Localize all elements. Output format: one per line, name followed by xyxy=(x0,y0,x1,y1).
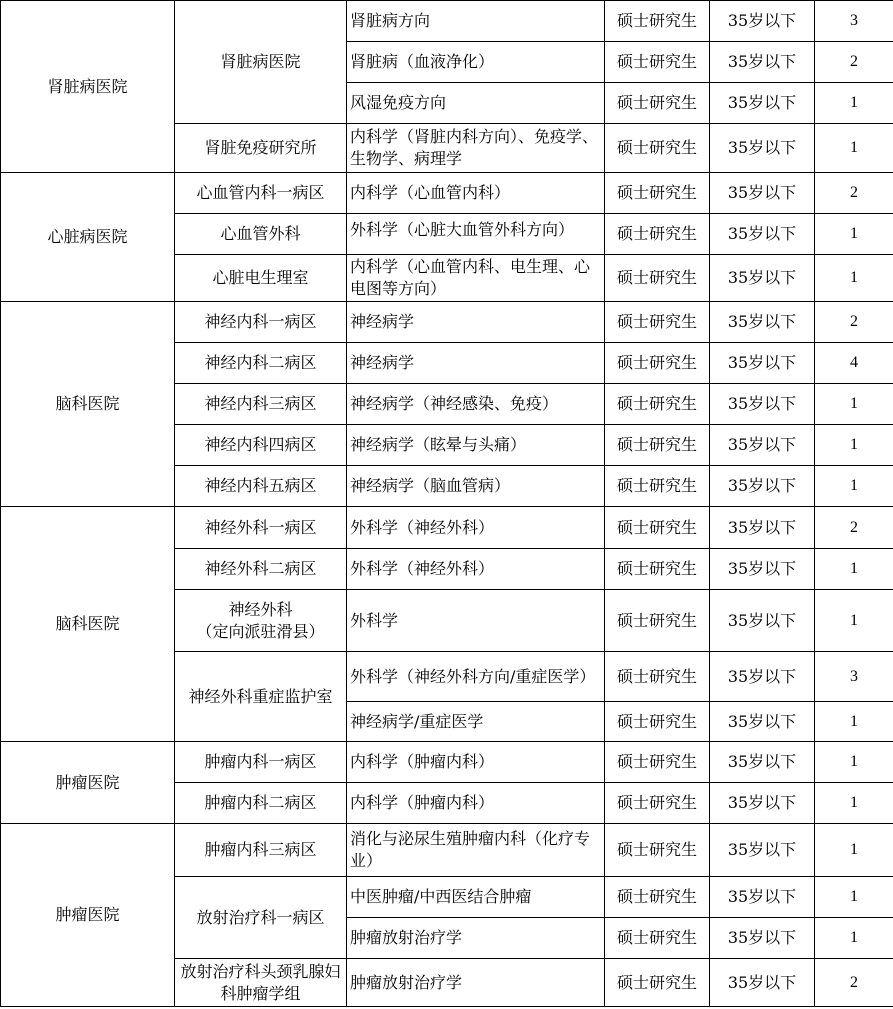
degree-cell: 硕士研究生 xyxy=(605,1,710,42)
hospital-cell: 肾脏病医院 xyxy=(1,1,175,173)
department-cell: 肾脏病医院 xyxy=(175,1,347,124)
department-cell: 肾脏免疫研究所 xyxy=(175,124,347,173)
degree-cell: 硕士研究生 xyxy=(605,549,710,590)
count-cell: 1 xyxy=(815,783,893,824)
department-cell: 神经外科一病区 xyxy=(175,507,347,549)
age-cell: 35岁以下 xyxy=(710,214,815,255)
department-cell: 心血管外科 xyxy=(175,214,347,255)
major-cell xyxy=(347,214,605,255)
department-cell: 肿瘤内科三病区 xyxy=(175,824,347,877)
hospital-cell: 脑科医院 xyxy=(1,507,175,742)
count-cell: 1 xyxy=(815,425,893,466)
count-cell: 2 xyxy=(815,302,893,343)
degree-cell: 硕士研究生 xyxy=(605,466,710,507)
major-cell: 肿瘤放射治疗学 xyxy=(347,918,605,959)
count-cell: 1 xyxy=(815,918,893,959)
degree-cell: 硕士研究生 xyxy=(605,124,710,173)
count-cell: 3 xyxy=(815,652,893,702)
count-cell: 1 xyxy=(815,590,893,652)
degree-cell: 硕士研究生 xyxy=(605,959,710,1007)
department-cell: 神经内科五病区 xyxy=(175,466,347,507)
count-cell: 2 xyxy=(815,42,893,83)
age-cell: 35岁以下 xyxy=(710,42,815,83)
age-cell: 35岁以下 xyxy=(710,702,815,742)
degree-cell: 硕士研究生 xyxy=(605,255,710,302)
hospital-cell: 肿瘤医院 xyxy=(1,824,175,1007)
degree-cell: 硕士研究生 xyxy=(605,83,710,124)
degree-cell: 硕士研究生 xyxy=(605,590,710,652)
count-cell: 1 xyxy=(815,549,893,590)
age-cell: 35岁以下 xyxy=(710,549,815,590)
degree-cell: 硕士研究生 xyxy=(605,652,710,702)
major-cell: 神经病学（神经感染、免疫） xyxy=(347,384,605,425)
major-cell: 外科学（神经外科） xyxy=(347,549,605,590)
department-cell: 神经外科重症监护室 xyxy=(175,652,347,742)
hospital-cell: 肿瘤医院 xyxy=(1,742,175,824)
department-cell: 放射治疗科一病区 xyxy=(175,877,347,959)
age-cell: 35岁以下 xyxy=(710,83,815,124)
age-cell: 35岁以下 xyxy=(710,824,815,877)
count-cell: 2 xyxy=(815,959,893,1007)
age-cell: 35岁以下 xyxy=(710,507,815,549)
table-row xyxy=(1,742,893,783)
department-cell: 心血管内科一病区 xyxy=(175,173,347,214)
table-row xyxy=(1,173,893,214)
degree-cell: 硕士研究生 xyxy=(605,783,710,824)
department-cell: 神经内科一病区 xyxy=(175,302,347,343)
major-cell: 外科学 xyxy=(347,590,605,652)
age-cell: 35岁以下 xyxy=(710,783,815,824)
count-cell: 4 xyxy=(815,343,893,384)
count-cell: 2 xyxy=(815,173,893,214)
major-cell: 消化与泌尿生殖肿瘤内科（化疗专业） xyxy=(347,824,605,877)
department-line-1: 神经外科 xyxy=(228,599,293,619)
age-cell: 35岁以下 xyxy=(710,590,815,652)
major-cell: 外科学（神经外科方向/重症医学） xyxy=(347,652,605,702)
table-row xyxy=(1,824,893,877)
count-cell: 1 xyxy=(815,255,893,302)
age-cell: 35岁以下 xyxy=(710,1,815,42)
major-cell: 中医肿瘤/中西医结合肿瘤 xyxy=(347,877,605,918)
degree-cell: 硕士研究生 xyxy=(605,824,710,877)
major-cell: 外科学（神经外科） xyxy=(347,507,605,549)
major-cell: 神经病学/重症医学 xyxy=(347,702,605,742)
table-row xyxy=(1,302,893,343)
department-cell xyxy=(175,590,347,652)
degree-cell: 硕士研究生 xyxy=(605,507,710,549)
department-cell: 神经外科二病区 xyxy=(175,549,347,590)
major-cell: 内科学（心血管内科、电生理、心电图等方向） xyxy=(347,255,605,302)
degree-cell: 硕士研究生 xyxy=(605,918,710,959)
hospital-cell: 脑科医院 xyxy=(1,302,175,507)
age-cell: 35岁以下 xyxy=(710,959,815,1007)
major-cell: 神经病学（脑血管病） xyxy=(347,466,605,507)
degree-cell: 硕士研究生 xyxy=(605,877,710,918)
hospital-cell: 心脏病医院 xyxy=(1,173,175,302)
degree-cell: 硕士研究生 xyxy=(605,343,710,384)
major-cell: 神经病学（眩晕与头痛） xyxy=(347,425,605,466)
age-cell: 35岁以下 xyxy=(710,742,815,783)
age-cell: 35岁以下 xyxy=(710,652,815,702)
major-cell: 神经病学 xyxy=(347,302,605,343)
major-cell: 内科学（肿瘤内科） xyxy=(347,783,605,824)
age-cell: 35岁以下 xyxy=(710,877,815,918)
department-cell: 神经内科三病区 xyxy=(175,384,347,425)
degree-cell: 硕士研究生 xyxy=(605,302,710,343)
age-cell: 35岁以下 xyxy=(710,173,815,214)
count-cell: 1 xyxy=(815,214,893,255)
department-cell: 心脏电生理室 xyxy=(175,255,347,302)
major-cell: 肾脏病方向 xyxy=(347,1,605,42)
degree-cell: 硕士研究生 xyxy=(605,742,710,783)
table-row xyxy=(1,507,893,549)
department-cell: 肿瘤内科一病区 xyxy=(175,742,347,783)
major-cell: 内科学（心血管内科） xyxy=(347,173,605,214)
age-cell: 35岁以下 xyxy=(710,255,815,302)
count-cell: 3 xyxy=(815,1,893,42)
age-cell: 35岁以下 xyxy=(710,384,815,425)
major-cell: 内科学（肾脏内科方向）、免疫学、生物学、病理学 xyxy=(347,124,605,173)
degree-cell: 硕士研究生 xyxy=(605,173,710,214)
department-cell: 放射治疗科头颈乳腺妇科肿瘤学组 xyxy=(175,959,347,1007)
count-cell: 1 xyxy=(815,124,893,173)
department-cell: 肿瘤内科二病区 xyxy=(175,783,347,824)
count-cell: 1 xyxy=(815,702,893,742)
major-cell: 神经病学 xyxy=(347,343,605,384)
major-cell: 内科学（肿瘤内科） xyxy=(347,742,605,783)
department-cell: 神经内科四病区 xyxy=(175,425,347,466)
major-cell: 肿瘤放射治疗学 xyxy=(347,959,605,1007)
major-text: 外科学（心脏大血管外科方向） xyxy=(350,219,575,239)
degree-cell: 硕士研究生 xyxy=(605,42,710,83)
degree-cell: 硕士研究生 xyxy=(605,384,710,425)
degree-cell: 硕士研究生 xyxy=(605,702,710,742)
major-cell: 风湿免疫方向 xyxy=(347,83,605,124)
department-line-2: （定向派驻滑县） xyxy=(196,621,325,641)
age-cell: 35岁以下 xyxy=(710,425,815,466)
department-cell: 神经内科二病区 xyxy=(175,343,347,384)
count-cell: 1 xyxy=(815,466,893,507)
count-cell: 1 xyxy=(815,824,893,877)
age-cell: 35岁以下 xyxy=(710,302,815,343)
count-cell: 1 xyxy=(815,384,893,425)
count-cell: 1 xyxy=(815,83,893,124)
age-cell: 35岁以下 xyxy=(710,466,815,507)
count-cell: 1 xyxy=(815,742,893,783)
major-cell: 肾脏病（血液净化） xyxy=(347,42,605,83)
table-row xyxy=(1,1,893,42)
count-cell: 2 xyxy=(815,507,893,549)
count-cell: 1 xyxy=(815,877,893,918)
age-cell: 35岁以下 xyxy=(710,343,815,384)
age-cell: 35岁以下 xyxy=(710,918,815,959)
degree-cell: 硕士研究生 xyxy=(605,425,710,466)
age-cell: 35岁以下 xyxy=(710,124,815,173)
degree-cell: 硕士研究生 xyxy=(605,214,710,255)
